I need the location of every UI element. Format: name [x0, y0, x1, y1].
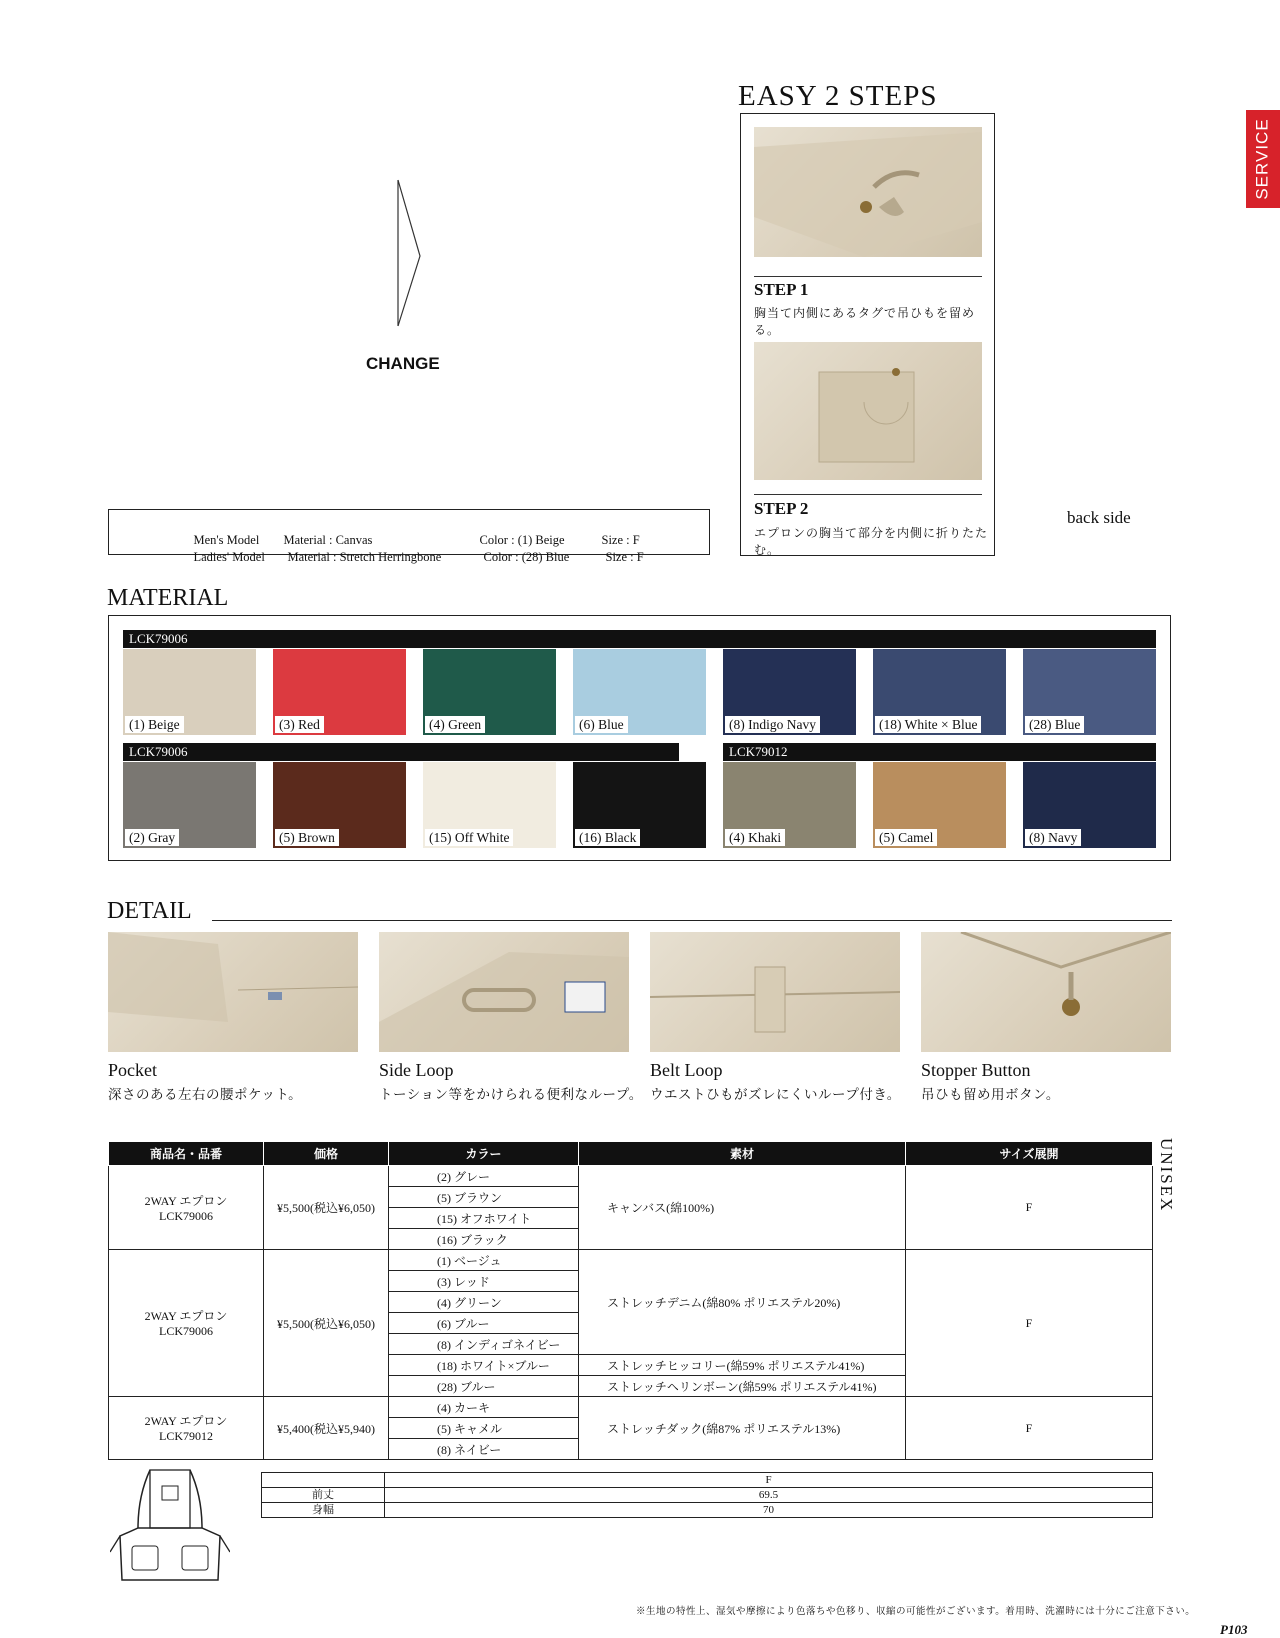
stopper-button-photo: [921, 932, 1171, 1052]
color-cell: (8) インディゴネイビー: [389, 1334, 579, 1355]
color-cell: (1) ベージュ: [389, 1250, 579, 1271]
swatch-label: (16) Black: [575, 829, 640, 846]
product-name: 2WAY エプロン: [144, 1414, 228, 1428]
material-swatch: [723, 649, 856, 735]
swatch-label: (6) Blue: [575, 716, 628, 733]
material-swatch: [1023, 762, 1156, 848]
back-side-label: back side: [1067, 508, 1131, 527]
material-swatch: [573, 649, 706, 735]
detail-title: DETAIL: [107, 898, 192, 924]
swatch-label: (8) Indigo Navy: [725, 716, 820, 733]
unisex-text: UNISEX: [1157, 1138, 1176, 1213]
material-cell: ストレッチヒッコリー(綿59% ポリエステル41%): [579, 1355, 906, 1376]
product-code: LCK79006: [159, 1324, 213, 1338]
material-cell: ストレッチヘリンボーン(綿59% ポリエステル41%): [579, 1376, 906, 1397]
swatch-label: (18) White × Blue: [875, 716, 981, 733]
model-color: Color : (1) Beige: [479, 533, 565, 547]
material-swatch: [423, 762, 556, 848]
model-info-box: [108, 509, 710, 564]
step1-photo: [754, 127, 982, 257]
material-swatch: [723, 762, 856, 848]
size-row-label: 身幅: [262, 1503, 385, 1518]
product-code: LCK79012: [159, 1429, 213, 1443]
table-row: [262, 1488, 1153, 1503]
size-cell: F: [906, 1397, 1153, 1460]
table-row: [109, 1397, 1153, 1418]
swatch-label: (8) Navy: [1025, 829, 1081, 846]
product-code: LCK79006: [159, 1208, 213, 1223]
product-name-cell: [109, 1397, 264, 1460]
size-header: F: [385, 1473, 1153, 1488]
unisex-label: [1154, 1138, 1178, 1216]
swatch-label: (2) Gray: [125, 829, 179, 846]
swatch-label: (15) Off White: [425, 829, 513, 846]
swatch-label: (4) Khaki: [725, 829, 785, 846]
color-cell: (18) ホワイト×ブルー: [389, 1355, 579, 1376]
product-name: 2WAY エプロン: [144, 1193, 228, 1208]
swatch-label: (28) Blue: [1025, 716, 1084, 733]
step1-text: 胸当て内側にあるタグで吊ひもを留める。: [754, 306, 976, 337]
belt-loop-photo: [650, 932, 900, 1052]
change-label: CHANGE: [366, 354, 440, 373]
swatch-label: (5) Brown: [275, 829, 339, 846]
size-corner-cell: [262, 1473, 385, 1488]
detail-name: Belt Loop: [650, 1060, 723, 1080]
model-color: Color : (28) Blue: [483, 550, 570, 564]
size-header-row: [262, 1473, 1153, 1488]
material-swatch: [273, 649, 406, 735]
color-cell: (5) ブラウン: [389, 1187, 579, 1208]
color-cell: (4) カーキ: [389, 1397, 579, 1418]
color-cell: (15) オフホワイト: [389, 1208, 579, 1229]
step2-text: エプロンの胸当て部分を内側に折りたたむ。: [754, 526, 989, 557]
material-swatch: [573, 762, 706, 848]
footnote: ※生地の特性上、湿気や摩擦により色落ちや色移り、収縮の可能性がございます。着用時、洗濯時には十分にご注意下さい。: [636, 1607, 1196, 1617]
change-arrow-icon: [392, 178, 426, 328]
color-cell: (4) グリーン: [389, 1292, 579, 1313]
step2-photo: [754, 342, 982, 480]
color-cell: (3) レッド: [389, 1271, 579, 1292]
material-group-header: LCK79006: [123, 743, 679, 761]
material-swatch: [123, 762, 256, 848]
material-cell: ストレッチデニム(綿80% ポリエステル20%): [579, 1250, 906, 1355]
table-header: 素材: [579, 1142, 906, 1166]
size-cell: F: [906, 1250, 1153, 1397]
price-cell: ¥5,400(税込¥5,940): [264, 1397, 389, 1460]
product-name: 2WAY エプロン: [144, 1309, 228, 1323]
table-header: サイズ展開: [906, 1142, 1153, 1166]
color-cell: (6) ブルー: [389, 1313, 579, 1334]
material-cell: キャンバス(綿100%): [579, 1166, 906, 1250]
step1-divider: [754, 276, 982, 277]
step2-label: STEP 2: [754, 499, 809, 518]
size-cell: F: [906, 1166, 1153, 1250]
material-swatch: [873, 762, 1006, 848]
easy-steps-panel: [740, 113, 995, 556]
material-swatch: [1023, 649, 1156, 735]
size-row-label: 前丈: [262, 1488, 385, 1503]
swatch-label: (3) Red: [275, 716, 324, 733]
color-cell: (2) グレー: [389, 1166, 579, 1187]
color-cell: (16) ブラック: [389, 1229, 579, 1250]
table-row: [262, 1503, 1153, 1518]
page-number: P103: [1220, 1622, 1248, 1637]
material-group-header: LCK79012: [723, 743, 1156, 761]
material-swatch: [873, 649, 1006, 735]
easy-steps-title: EASY 2 STEPS: [738, 80, 938, 112]
detail-desc: 深さのある左右の腰ポケット。: [108, 1087, 303, 1102]
material-panel: [108, 615, 1171, 861]
table-header: 価格: [264, 1142, 389, 1166]
table-row: [109, 1250, 1153, 1271]
price-cell: ¥5,500(税込¥6,050): [264, 1166, 389, 1250]
color-cell: (5) キャメル: [389, 1418, 579, 1439]
material-title: MATERIAL: [107, 585, 229, 611]
material-swatch: [423, 649, 556, 735]
service-tab-label: SERVICE: [1253, 118, 1273, 200]
size-row-value: 70: [385, 1503, 1153, 1518]
model-material: Material : Canvas: [283, 533, 373, 547]
model-name: Ladies' Model: [193, 550, 265, 564]
product-spec-table: [108, 1141, 1153, 1460]
product-name-cell: [109, 1250, 264, 1397]
apron-sketch-icon: [110, 1466, 230, 1582]
swatch-label: (5) Camel: [875, 829, 937, 846]
detail-name: Side Loop: [379, 1060, 454, 1080]
table-row: [109, 1166, 1153, 1187]
model-name: Men's Model: [193, 533, 260, 547]
detail-name: Pocket: [108, 1060, 157, 1080]
swatch-label: (1) Beige: [125, 716, 184, 733]
ladies-model-row: [181, 535, 644, 580]
detail-desc: ウエストひもがズレにくいループ付き。: [650, 1087, 901, 1102]
product-name-cell: [109, 1166, 264, 1250]
model-size: Size : F: [605, 550, 644, 564]
step2-divider: [754, 494, 982, 495]
size-table: [261, 1472, 1153, 1518]
material-swatch: [273, 762, 406, 848]
table-header-row: [109, 1142, 1153, 1166]
material-group-header: LCK79006: [123, 630, 1156, 648]
detail-rule: [212, 920, 1172, 921]
model-size: Size : F: [601, 533, 640, 547]
detail-name: Stopper Button: [921, 1060, 1031, 1080]
material-cell: ストレッチダック(綿87% ポリエステル13%): [579, 1397, 906, 1460]
service-side-tab[interactable]: [1246, 110, 1280, 208]
material-swatch: [123, 649, 256, 735]
detail-desc: トーション等をかけられる便利なループ。: [379, 1087, 643, 1102]
side-loop-photo: [379, 932, 629, 1052]
detail-desc: 吊ひも留め用ボタン。: [921, 1087, 1060, 1102]
size-row-value: 69.5: [385, 1488, 1153, 1503]
pocket-photo: [108, 932, 358, 1052]
swatch-label: (4) Green: [425, 716, 485, 733]
color-cell: (28) ブルー: [389, 1376, 579, 1397]
table-header: 商品名・品番: [109, 1142, 264, 1166]
table-header: カラー: [389, 1142, 579, 1166]
model-material: Material : Stretch Herringbone: [287, 550, 442, 564]
color-cell: (8) ネイビー: [389, 1439, 579, 1460]
price-cell: ¥5,500(税込¥6,050): [264, 1250, 389, 1397]
step1-label: STEP 1: [754, 280, 809, 299]
